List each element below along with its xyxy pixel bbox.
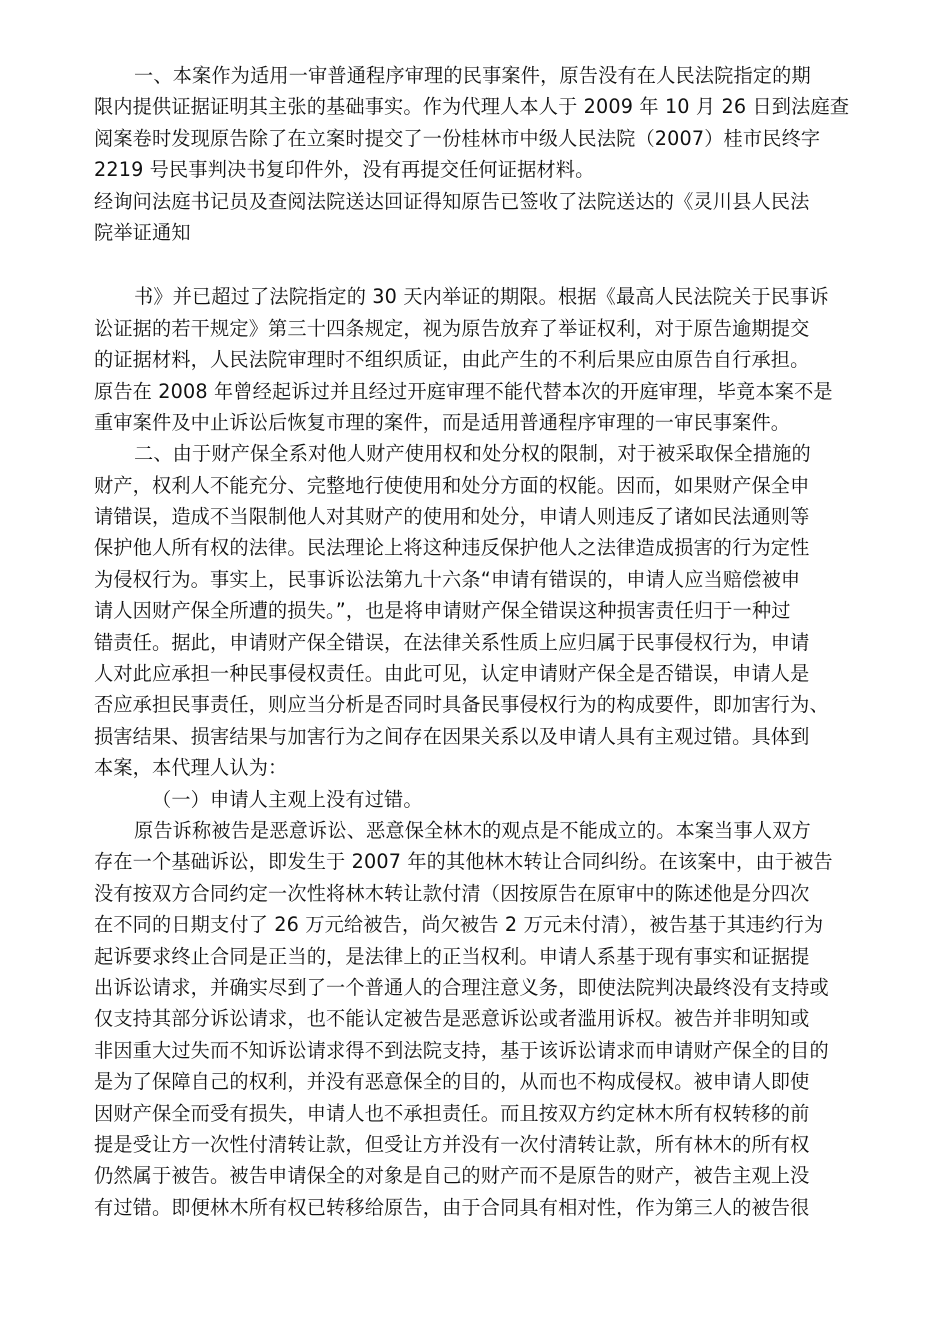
text-line: 为侵权行为。事实上，民事诉讼法第九十六条“申请有错误的，申请人应当赔偿被申 [94, 567, 801, 591]
text-line: 财产，权利人不能充分、完整地行使使用和处分方面的权能。因而，如果财产保全申 [94, 473, 810, 497]
text-line: 本案，本代理人认为： [94, 756, 288, 780]
text-line: 出诉讼请求，并确实尽到了一个普通人的合理注意义务，即使法院判决最终没有支持或 [94, 975, 829, 999]
text-line: 经询问法庭书记员及查阅法院送达回证得知原告已签收了法院送达的《灵川县人民法 [94, 189, 810, 213]
text-line: 人对此应承担一种民事侵权责任。由此可见，认定申请财产保全是否错误，申请人是 [94, 662, 810, 686]
paragraph-block-2 [94, 281, 864, 1223]
text-line: 请错误，造成不当限制他人对其财产的使用和处分，申请人则违反了诸如民法通则等 [94, 505, 810, 529]
text-line: 仅支持其部分诉讼请求，也不能认定被告是恶意诉讼或者滥用诉权。被告并非明知或 [94, 1007, 810, 1031]
text-line: 在不同的日期支付了 26 万元给被告，尚欠被告 2 万元未付清），被告基于其违约行为 [94, 913, 824, 937]
text-line: 请人因财产保全所遭的损失。”，也是将申请财产保全错误这种损害责任归于一种过 [94, 599, 791, 623]
text-line: 非因重大过失而不知诉讼请求得不到法院支持，基于该诉讼请求而申请财产保全的目的 [94, 1038, 829, 1062]
paragraph-block-1 [94, 60, 864, 248]
text-line: 错责任。据此，申请财产保全错误，在法律关系性质上应归属于民事侵权行为，申请 [94, 630, 810, 654]
text-line: 限内提供证据证明其主张的基础事实。作为代理人本人于 2009 年 10 月 26 日到法庭查 [94, 95, 850, 119]
text-line: 2219 号民事判决书复印件外，没有再提交任何证据材料。 [94, 158, 595, 182]
text-line: 起诉要求终止合同是正当的，是法律上的正当权利。申请人系基于现有事实和证据提 [94, 944, 810, 968]
text-line: 有过错。即便林木所有权已转移给原告，由于合同具有相对性，作为第三人的被告很 [94, 1195, 810, 1219]
text-line: 一、本案作为适用一审普通程序审理的民事案件，原告没有在人民法院指定的期 [134, 64, 811, 87]
text-line: 是为了保障自己的权利，并没有恶意保全的目的，从而也不构成侵权。被申请人即使 [94, 1070, 810, 1094]
section-heading: （一）申请人主观上没有过错。 [152, 787, 423, 811]
text-line: 讼证据的若干规定》第三十四条规定，视为原告放弃了举证权利，对于原告逾期提交 [94, 316, 810, 340]
text-line: 原告在 2008 年曾经起诉过并且经过开庭审理不能代替本次的开庭审理，毕竟本案不是 [94, 379, 833, 403]
text-line: 仍然属于被告。被告申请保全的对象是自己的财产而不是原告的财产，被告主观上没 [94, 1164, 810, 1188]
text-line: 院举证通知 [94, 220, 191, 244]
text-line: 存在一个基础诉讼，即发生于 2007 年的其他林木转让合同纠纷。在该案中，由于被告 [94, 850, 833, 874]
blank-gap [94, 248, 864, 281]
text-line: 损害结果、损害结果与加害行为之间存在因果关系以及申请人具有主观过错。具体到 [94, 724, 810, 748]
text-line: 重审案件及中止诉讼后恢复市理的案件，而是适用普通程序审理的一审民事案件。 [94, 410, 791, 434]
document-page [94, 60, 864, 1223]
text-line: 阅案卷时发现原告除了在立案时提交了一份桂林市中级人民法院（2007）桂市民终字 [94, 126, 821, 150]
text-line: 否应承担民事责任，则应当分析是否同时具备民事侵权行为的构成要件，即加害行为、 [94, 693, 829, 717]
text-line: 原告诉称被告是恶意诉讼、恶意保全林木的观点是不能成立的。本案当事人双方 [134, 818, 811, 842]
text-line: 的证据材料，人民法院审理时不组织质证，由此产生的不利后果应由原告自行承担。 [94, 348, 810, 372]
text-line: 保护他人所有权的法律。民法理论上将这种违反保护他人之法律造成损害的行为定性 [94, 536, 810, 560]
text-line: 因财产保全而受有损失，申请人也不承担责任。而且按双方约定林木所有权转移的前 [94, 1101, 810, 1125]
text-line: 提是受让方一次性付清转让款，但受让方并没有一次付清转让款，所有林木的所有权 [94, 1132, 810, 1156]
text-line: 二、由于财产保全系对他人财产使用权和处分权的限制，对于被采取保全措施的 [134, 442, 811, 466]
text-line: 书》并已超过了法院指定的 30 天内举证的期限。根据《最高人民法院关于民事诉 [134, 285, 829, 309]
text-line: 没有按双方合同约定一次性将林木转让款付清（因按原告在原审中的陈述他是分四次 [94, 881, 810, 905]
